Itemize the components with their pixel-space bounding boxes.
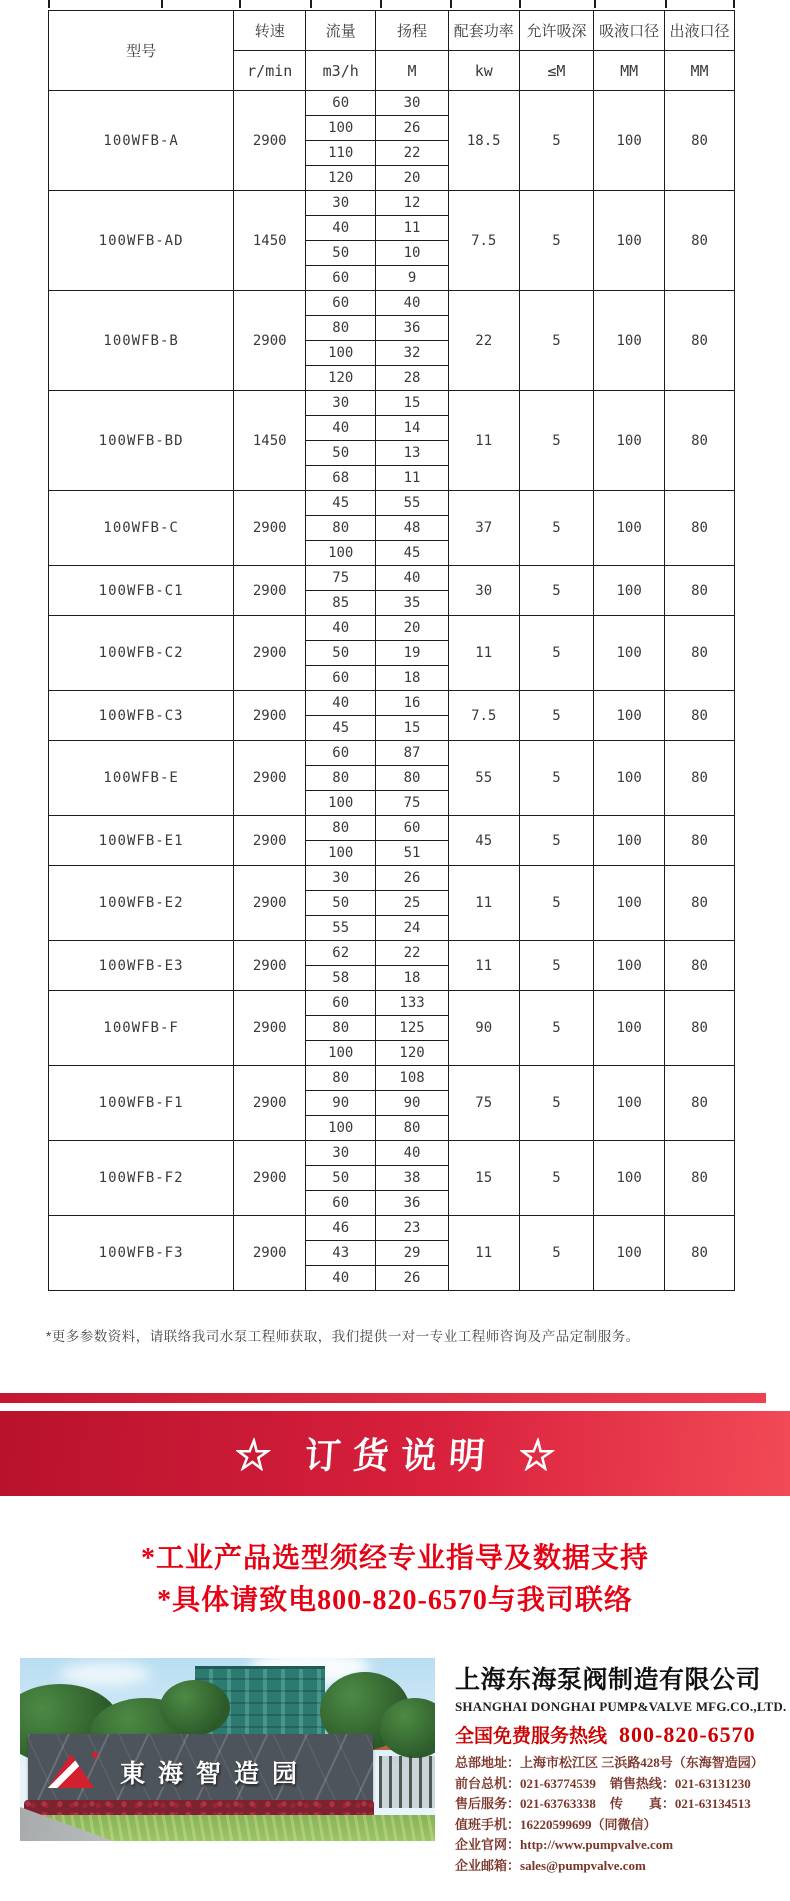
- contact-value: 上海市松江区 三浜路428号（东海智造园）: [520, 1755, 764, 1770]
- cell-head: 12: [376, 191, 449, 216]
- contact-lines: [455, 1753, 775, 1876]
- cell-head: 125: [376, 1016, 449, 1041]
- cell-flow: 120: [306, 166, 376, 191]
- cell-head: 80: [376, 1116, 449, 1141]
- cell-suction-depth: 5: [519, 941, 594, 991]
- table-edge-line: [380, 0, 382, 8]
- cell-outlet-diameter: 80: [664, 741, 734, 816]
- cell-inlet-diameter: 100: [594, 991, 665, 1066]
- cell-model: 100WFB-C2: [49, 616, 234, 691]
- cell-speed: 2900: [234, 1066, 306, 1141]
- table-row: [49, 866, 735, 891]
- contact-value: 021-63134513: [674, 1796, 751, 1811]
- table-edge-line: [519, 0, 521, 8]
- table-row: [49, 191, 735, 216]
- cell-model: 100WFB-F1: [49, 1066, 234, 1141]
- cell-outlet-diameter: 80: [664, 191, 734, 291]
- contact-line: [455, 1856, 775, 1877]
- cell-flow: 60: [306, 91, 376, 116]
- cell-flow: 80: [306, 516, 376, 541]
- cell-head: 18: [376, 666, 449, 691]
- cell-outlet-diameter: 80: [664, 941, 734, 991]
- contact-value: sales@pumpvalve.com: [520, 1857, 646, 1873]
- cell-flow: 40: [306, 691, 376, 716]
- cell-speed: 2900: [234, 1141, 306, 1216]
- cell-head: 25: [376, 891, 449, 916]
- cell-power: 11: [448, 616, 519, 691]
- cell-speed: 2900: [234, 691, 306, 741]
- cell-speed: 1450: [234, 391, 306, 491]
- cell-head: 18: [376, 966, 449, 991]
- cell-outlet-diameter: 80: [664, 691, 734, 741]
- cell-power: 55: [448, 741, 519, 816]
- table-row: [49, 1066, 735, 1091]
- cell-outlet-diameter: 80: [664, 491, 734, 566]
- contact-segment: [610, 1796, 751, 1811]
- cell-inlet-diameter: 100: [594, 566, 665, 616]
- cell-speed: 2900: [234, 291, 306, 391]
- cell-suction-depth: 5: [519, 866, 594, 941]
- cell-suction-depth: 5: [519, 1141, 594, 1216]
- contact-label: 售后服务：: [455, 1796, 521, 1811]
- cell-head: 15: [376, 716, 449, 741]
- cell-model: 100WFB-C3: [49, 691, 234, 741]
- table-edge-line: [239, 0, 241, 8]
- promo-line-1: *工业产品选型须经专业指导及数据支持: [140, 1543, 649, 1574]
- cell-head: 22: [376, 941, 449, 966]
- donghai-logo-icon: [48, 1752, 96, 1790]
- logo-dot: [92, 1752, 98, 1758]
- header-unit: r/min: [234, 51, 306, 91]
- cell-inlet-diameter: 100: [594, 866, 665, 941]
- cell-flow: 30: [306, 191, 376, 216]
- cell-suction-depth: 5: [519, 691, 594, 741]
- cell-model: 100WFB-B: [49, 291, 234, 391]
- cell-flow: 55: [306, 916, 376, 941]
- cell-inlet-diameter: 100: [594, 91, 665, 191]
- cell-outlet-diameter: 80: [664, 991, 734, 1066]
- contact-line: [455, 1774, 775, 1795]
- cell-model: 100WFB-F: [49, 991, 234, 1066]
- cell-head: 22: [376, 141, 449, 166]
- cell-power: 15: [448, 1141, 519, 1216]
- cell-head: 55: [376, 491, 449, 516]
- contact-segment: [455, 1858, 646, 1873]
- cell-speed: 1450: [234, 191, 306, 291]
- logo-triangle-shape: [48, 1754, 94, 1788]
- cell-flow: 30: [306, 866, 376, 891]
- cell-model: 100WFB-A: [49, 91, 234, 191]
- cell-outlet-diameter: 80: [664, 566, 734, 616]
- cell-power: 7.5: [448, 691, 519, 741]
- cell-model: 100WFB-E1: [49, 816, 234, 866]
- company-photo: [20, 1658, 435, 1841]
- cell-inlet-diameter: 100: [594, 816, 665, 866]
- company-info: [455, 1660, 787, 1876]
- cell-inlet-diameter: 100: [594, 941, 665, 991]
- cell-flow: 80: [306, 766, 376, 791]
- cell-head: 9: [376, 266, 449, 291]
- cell-inlet-diameter: 100: [594, 1216, 665, 1291]
- cell-flow: 40: [306, 616, 376, 641]
- cell-outlet-diameter: 80: [664, 291, 734, 391]
- contact-line: [455, 1815, 775, 1836]
- cell-power: 7.5: [448, 191, 519, 291]
- table-row: [49, 391, 735, 416]
- cell-head: 90: [376, 1091, 449, 1116]
- cell-model: 100WFB-F3: [49, 1216, 234, 1291]
- cell-speed: 2900: [234, 816, 306, 866]
- cell-flow: 50: [306, 241, 376, 266]
- cell-head: 14: [376, 416, 449, 441]
- cell-head: 26: [376, 866, 449, 891]
- table-row: [49, 91, 735, 116]
- cell-model: 100WFB-C: [49, 491, 234, 566]
- table-row: [49, 741, 735, 766]
- cell-head: 19: [376, 641, 449, 666]
- cell-inlet-diameter: 100: [594, 1066, 665, 1141]
- cell-speed: 2900: [234, 741, 306, 816]
- cell-flow: 100: [306, 116, 376, 141]
- cell-flow: 120: [306, 366, 376, 391]
- cell-inlet-diameter: 100: [594, 291, 665, 391]
- cell-head: 40: [376, 566, 449, 591]
- cell-flow: 40: [306, 1266, 376, 1291]
- table-row: [49, 616, 735, 641]
- cell-speed: 2900: [234, 616, 306, 691]
- contact-line: [455, 1835, 775, 1856]
- cell-flow: 46: [306, 1216, 376, 1241]
- spec-table-section: [48, 0, 735, 1291]
- cell-flow: 90: [306, 1091, 376, 1116]
- hotline-number: 800-820-6570: [619, 1722, 756, 1747]
- company-name-en: SHANGHAI DONGHAI PUMP&VALVE MFG.CO.,LTD.: [455, 1699, 787, 1714]
- cell-flow: 60: [306, 1191, 376, 1216]
- contact-segment: [455, 1776, 596, 1791]
- cell-head: 80: [376, 766, 449, 791]
- cell-head: 75: [376, 791, 449, 816]
- header-配套功率: 配套功率: [448, 11, 519, 51]
- table-edge-line: [48, 0, 50, 8]
- cell-speed: 2900: [234, 566, 306, 616]
- header-出液口径: 出液口径: [664, 11, 734, 51]
- cell-flow: 100: [306, 791, 376, 816]
- cell-power: 18.5: [448, 91, 519, 191]
- cell-head: 15: [376, 391, 449, 416]
- cell-head: 16: [376, 691, 449, 716]
- cell-head: 133: [376, 991, 449, 1016]
- cell-head: 23: [376, 1216, 449, 1241]
- cell-flow: 60: [306, 991, 376, 1016]
- header-允许吸深: 允许吸深: [519, 11, 594, 51]
- cell-speed: 2900: [234, 866, 306, 941]
- cell-model: 100WFB-F2: [49, 1141, 234, 1216]
- header-流量: 流量: [306, 11, 376, 51]
- cell-flow: 110: [306, 141, 376, 166]
- table-row: [49, 816, 735, 841]
- cell-flow: 100: [306, 541, 376, 566]
- cell-model: 100WFB-E2: [49, 866, 234, 941]
- header-unit: kw: [448, 51, 519, 91]
- table-row: [49, 1216, 735, 1241]
- cell-flow: 50: [306, 441, 376, 466]
- cell-head: 29: [376, 1241, 449, 1266]
- cell-flow: 60: [306, 741, 376, 766]
- header-unit: MM: [664, 51, 734, 91]
- photo-stone-sign-wall: [28, 1734, 373, 1806]
- contact-label: 值班手机：: [455, 1816, 521, 1832]
- previous-table-bottom-edge: [48, 0, 735, 8]
- cell-power: 11: [448, 1216, 519, 1291]
- cell-inlet-diameter: 100: [594, 741, 665, 816]
- cell-inlet-diameter: 100: [594, 1141, 665, 1216]
- cell-power: 75: [448, 1066, 519, 1141]
- cell-flow: 60: [306, 266, 376, 291]
- cell-flow: 30: [306, 391, 376, 416]
- table-edge-line: [594, 0, 596, 8]
- photo-tree: [160, 1680, 230, 1735]
- contact-value: 021-63774539: [520, 1775, 596, 1791]
- cell-outlet-diameter: 80: [664, 1216, 734, 1291]
- table-footnote: *更多参数资料，请联络我司水泵工程师获取，我们提供一对一专业工程师咨询及产品定制服务。: [46, 1329, 640, 1344]
- contact-segment: [455, 1796, 596, 1811]
- cell-head: 108: [376, 1066, 449, 1091]
- contact-label: 企业官网：: [455, 1837, 521, 1852]
- cell-suction-depth: 5: [519, 91, 594, 191]
- cell-flow: 60: [306, 291, 376, 316]
- header-unit: ≤M: [519, 51, 594, 91]
- cell-flow: 50: [306, 891, 376, 916]
- service-hotline: [455, 1721, 775, 1748]
- cell-inlet-diameter: 100: [594, 491, 665, 566]
- cell-head: 13: [376, 441, 449, 466]
- cell-suction-depth: 5: [519, 991, 594, 1066]
- header-吸液口径: 吸液口径: [594, 11, 665, 51]
- contact-value: 021-63763338: [520, 1796, 596, 1811]
- contact-label: 销售热线：: [609, 1775, 675, 1791]
- cell-flow: 100: [306, 341, 376, 366]
- cell-flow: 40: [306, 216, 376, 241]
- cell-outlet-diameter: 80: [664, 816, 734, 866]
- cell-outlet-diameter: 80: [664, 866, 734, 941]
- cell-head: 24: [376, 916, 449, 941]
- header-model: 型号: [49, 11, 234, 91]
- cell-head: 40: [376, 291, 449, 316]
- cell-outlet-diameter: 80: [664, 1066, 734, 1141]
- cell-suction-depth: 5: [519, 291, 594, 391]
- cell-head: 26: [376, 1266, 449, 1291]
- cell-power: 90: [448, 991, 519, 1066]
- cell-head: 120: [376, 1041, 449, 1066]
- cell-power: 37: [448, 491, 519, 566]
- cell-speed: 2900: [234, 91, 306, 191]
- contact-segment: [455, 1837, 673, 1852]
- hotline-label: 全国免费服务热线: [455, 1726, 608, 1747]
- cell-head: 40: [376, 1141, 449, 1166]
- cell-flow: 75: [306, 566, 376, 591]
- cell-suction-depth: 5: [519, 741, 594, 816]
- table-row: [49, 941, 735, 966]
- cell-head: 36: [376, 316, 449, 341]
- cell-flow: 100: [306, 1116, 376, 1141]
- cell-head: 28: [376, 366, 449, 391]
- cell-outlet-diameter: 80: [664, 1141, 734, 1216]
- header-转速: 转速: [234, 11, 306, 51]
- table-row: [49, 991, 735, 1016]
- contact-value: http://www.pumpvalve.com: [520, 1837, 674, 1852]
- header-unit: M: [376, 51, 449, 91]
- cell-suction-depth: 5: [519, 191, 594, 291]
- cell-suction-depth: 5: [519, 1066, 594, 1141]
- photo-fence: [379, 1756, 435, 1808]
- cell-flow: 80: [306, 1016, 376, 1041]
- cell-flow: 58: [306, 966, 376, 991]
- table-row: [49, 491, 735, 516]
- table-row: [49, 566, 735, 591]
- cell-flow: 100: [306, 841, 376, 866]
- cell-head: 32: [376, 341, 449, 366]
- cell-head: 35: [376, 591, 449, 616]
- contact-label: 总部地址：: [455, 1755, 521, 1770]
- table-edge-line: [665, 0, 667, 8]
- contact-label: 企业邮箱：: [455, 1857, 521, 1873]
- cell-speed: 2900: [234, 1216, 306, 1291]
- cell-head: 48: [376, 516, 449, 541]
- cell-flow: 50: [306, 641, 376, 666]
- cell-suction-depth: 5: [519, 1216, 594, 1291]
- table-row: [49, 691, 735, 716]
- cell-head: 36: [376, 1191, 449, 1216]
- cell-flow: 68: [306, 466, 376, 491]
- table-edge-line: [310, 0, 312, 8]
- cell-head: 38: [376, 1166, 449, 1191]
- cell-power: 45: [448, 816, 519, 866]
- cell-suction-depth: 5: [519, 616, 594, 691]
- cell-model: 100WFB-E3: [49, 941, 234, 991]
- cell-flow: 85: [306, 591, 376, 616]
- cell-speed: 2900: [234, 941, 306, 991]
- cell-suction-depth: 5: [519, 391, 594, 491]
- cell-flow: 45: [306, 491, 376, 516]
- cell-flow: 80: [306, 816, 376, 841]
- cell-suction-depth: 5: [519, 566, 594, 616]
- table-edge-line: [450, 0, 452, 8]
- cell-suction-depth: 5: [519, 491, 594, 566]
- contact-label: 前台总机：: [455, 1775, 521, 1791]
- header-unit: MM: [594, 51, 665, 91]
- cell-model: 100WFB-BD: [49, 391, 234, 491]
- cell-speed: 2900: [234, 991, 306, 1066]
- table-row: [49, 291, 735, 316]
- cell-head: 26: [376, 116, 449, 141]
- cell-flow: 80: [306, 1066, 376, 1091]
- table-edge-line: [161, 0, 163, 8]
- contact-line: [455, 1753, 775, 1774]
- cell-flow: 45: [306, 716, 376, 741]
- contact-value: 021-63131230: [674, 1775, 751, 1791]
- cloud-shape: [60, 1662, 150, 1686]
- cell-inlet-diameter: 100: [594, 391, 665, 491]
- contact-label: 传 真：: [609, 1796, 675, 1811]
- header-unit: m3/h: [306, 51, 376, 91]
- cell-model: 100WFB-C1: [49, 566, 234, 616]
- cell-flow: 100: [306, 1041, 376, 1066]
- contact-line: [455, 1794, 775, 1815]
- cell-head: 20: [376, 166, 449, 191]
- cell-head: 30: [376, 91, 449, 116]
- table-row: [49, 1141, 735, 1166]
- contact-segment: [610, 1776, 751, 1791]
- cell-outlet-diameter: 80: [664, 391, 734, 491]
- cell-power: 11: [448, 866, 519, 941]
- cell-inlet-diameter: 100: [594, 616, 665, 691]
- cell-flow: 62: [306, 941, 376, 966]
- cell-head: 11: [376, 466, 449, 491]
- promo-line-2: *具体请致电800-820-6570与我司联络: [157, 1585, 633, 1616]
- cell-head: 87: [376, 741, 449, 766]
- cell-power: 30: [448, 566, 519, 616]
- order-notice-title: ☆ 订货说明 ☆: [233, 1435, 569, 1476]
- cell-power: 11: [448, 391, 519, 491]
- cell-model: 100WFB-AD: [49, 191, 234, 291]
- cell-suction-depth: 5: [519, 816, 594, 866]
- cell-inlet-diameter: 100: [594, 691, 665, 741]
- cell-flow: 60: [306, 666, 376, 691]
- cell-flow: 43: [306, 1241, 376, 1266]
- company-section: [0, 1658, 790, 1873]
- cell-speed: 2900: [234, 491, 306, 566]
- cell-outlet-diameter: 80: [664, 616, 734, 691]
- cell-model: 100WFB-E: [49, 741, 234, 816]
- contact-value: 16220599699（同微信）: [520, 1816, 657, 1832]
- cell-head: 45: [376, 541, 449, 566]
- cell-flow: 50: [306, 1166, 376, 1191]
- table-edge-line: [733, 0, 735, 8]
- cell-head: 11: [376, 216, 449, 241]
- red-divider-bar: [0, 1393, 766, 1403]
- cell-flow: 30: [306, 1141, 376, 1166]
- cell-head: 20: [376, 616, 449, 641]
- cell-power: 11: [448, 941, 519, 991]
- contact-segment: [455, 1755, 764, 1770]
- spec-table: [48, 10, 735, 1291]
- cell-flow: 80: [306, 316, 376, 341]
- cell-head: 10: [376, 241, 449, 266]
- header-扬程: 扬程: [376, 11, 449, 51]
- photo-sign-text: 東海智造园: [120, 1760, 311, 1788]
- company-name-cn: 上海东海泵阀制造有限公司: [455, 1666, 762, 1694]
- cell-power: 22: [448, 291, 519, 391]
- cell-outlet-diameter: 80: [664, 91, 734, 191]
- cell-head: 60: [376, 816, 449, 841]
- contact-segment: [455, 1817, 657, 1832]
- cell-flow: 40: [306, 416, 376, 441]
- order-notice-banner: [0, 1411, 790, 1496]
- cell-inlet-diameter: 100: [594, 191, 665, 291]
- cell-head: 51: [376, 841, 449, 866]
